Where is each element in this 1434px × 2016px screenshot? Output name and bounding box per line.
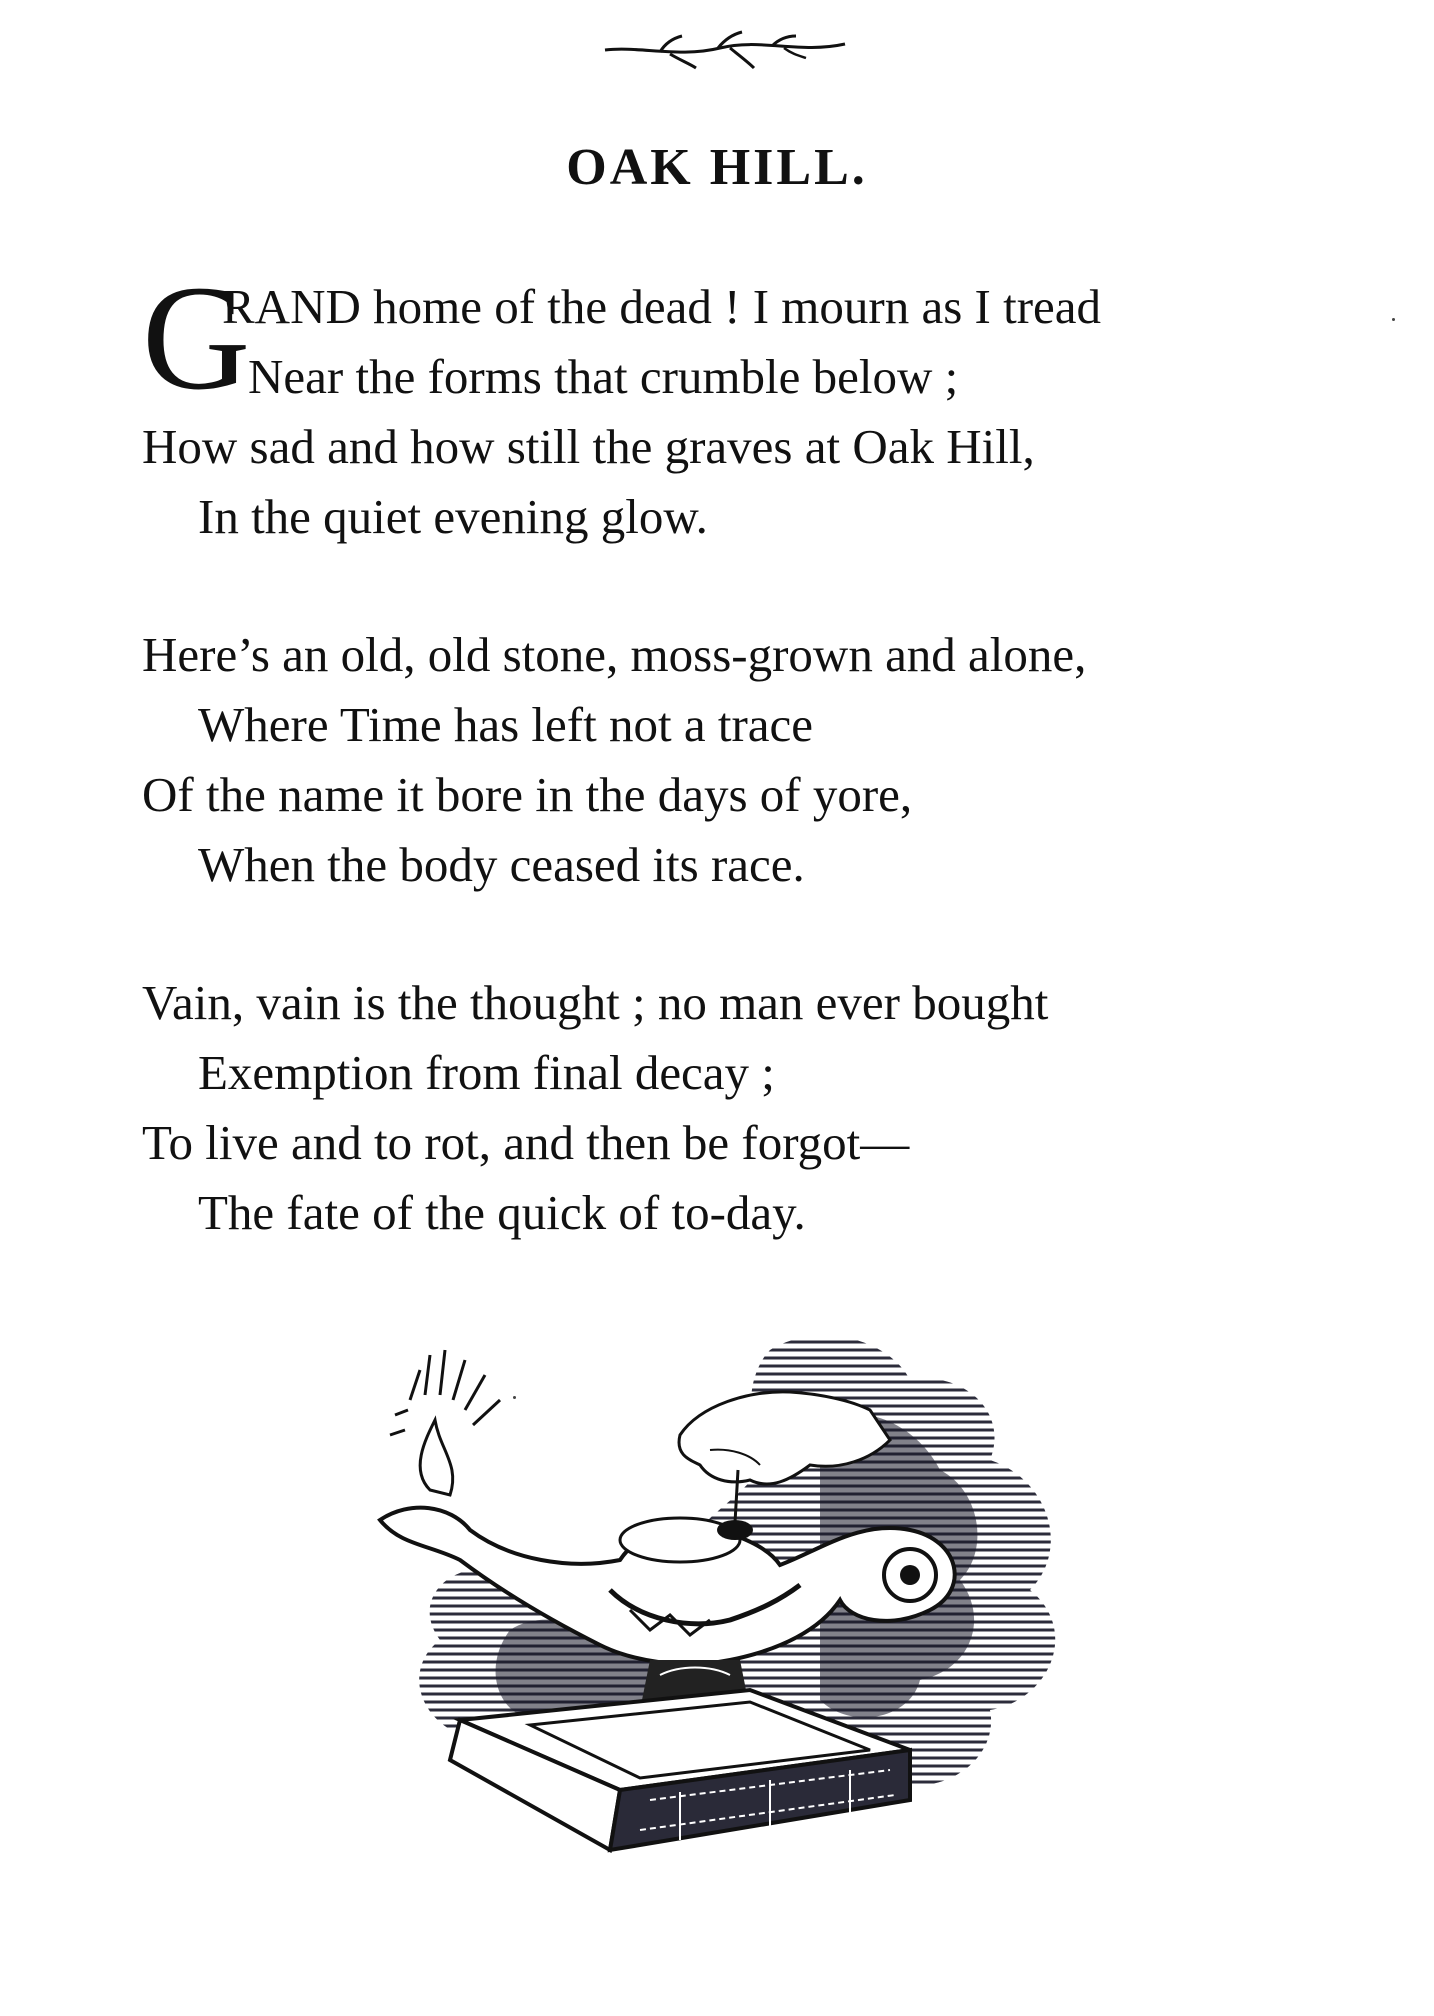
ink-speck — [513, 1396, 516, 1399]
poem-line: Near the forms that crumble below ; — [248, 349, 959, 404]
poem-body — [142, 255, 1342, 1316]
poem-line: To live and to rot, and then be forgot— — [142, 1115, 910, 1170]
stanza-3 — [142, 968, 1342, 1248]
poem-line: Vain, vain is the thought ; no man ever bought — [142, 975, 1049, 1030]
lamp-flame — [390, 1350, 500, 1495]
poem-line: In the quiet evening glow. — [198, 489, 708, 544]
poem-line: When the body ceased its race. — [198, 837, 805, 892]
poem-title: OAK HILL. — [566, 139, 868, 196]
poem-line-text: RAND home of the dead ! I mourn as I tread — [222, 279, 1102, 334]
poem-line: The fate of the quick of to-day. — [198, 1185, 806, 1240]
poem-line: Where Time has left not a trace — [198, 697, 814, 752]
stanza-1 — [142, 255, 1342, 552]
poem-line: Exemption from final decay ; — [198, 1045, 775, 1100]
drop-cap: G — [142, 255, 251, 421]
ink-speck — [1392, 318, 1395, 321]
poem-line: How sad and how still the graves at Oak Hill, — [142, 419, 1035, 474]
sprig-ornament-icon — [600, 24, 850, 74]
oil-lamp-on-book-icon — [350, 1330, 1100, 1890]
poem-line: Of the name it bore in the days of yore, — [142, 767, 913, 822]
stanza-2 — [142, 620, 1342, 900]
poem-line: Here’s an old, old stone, moss-grown and alone, — [142, 627, 1087, 682]
